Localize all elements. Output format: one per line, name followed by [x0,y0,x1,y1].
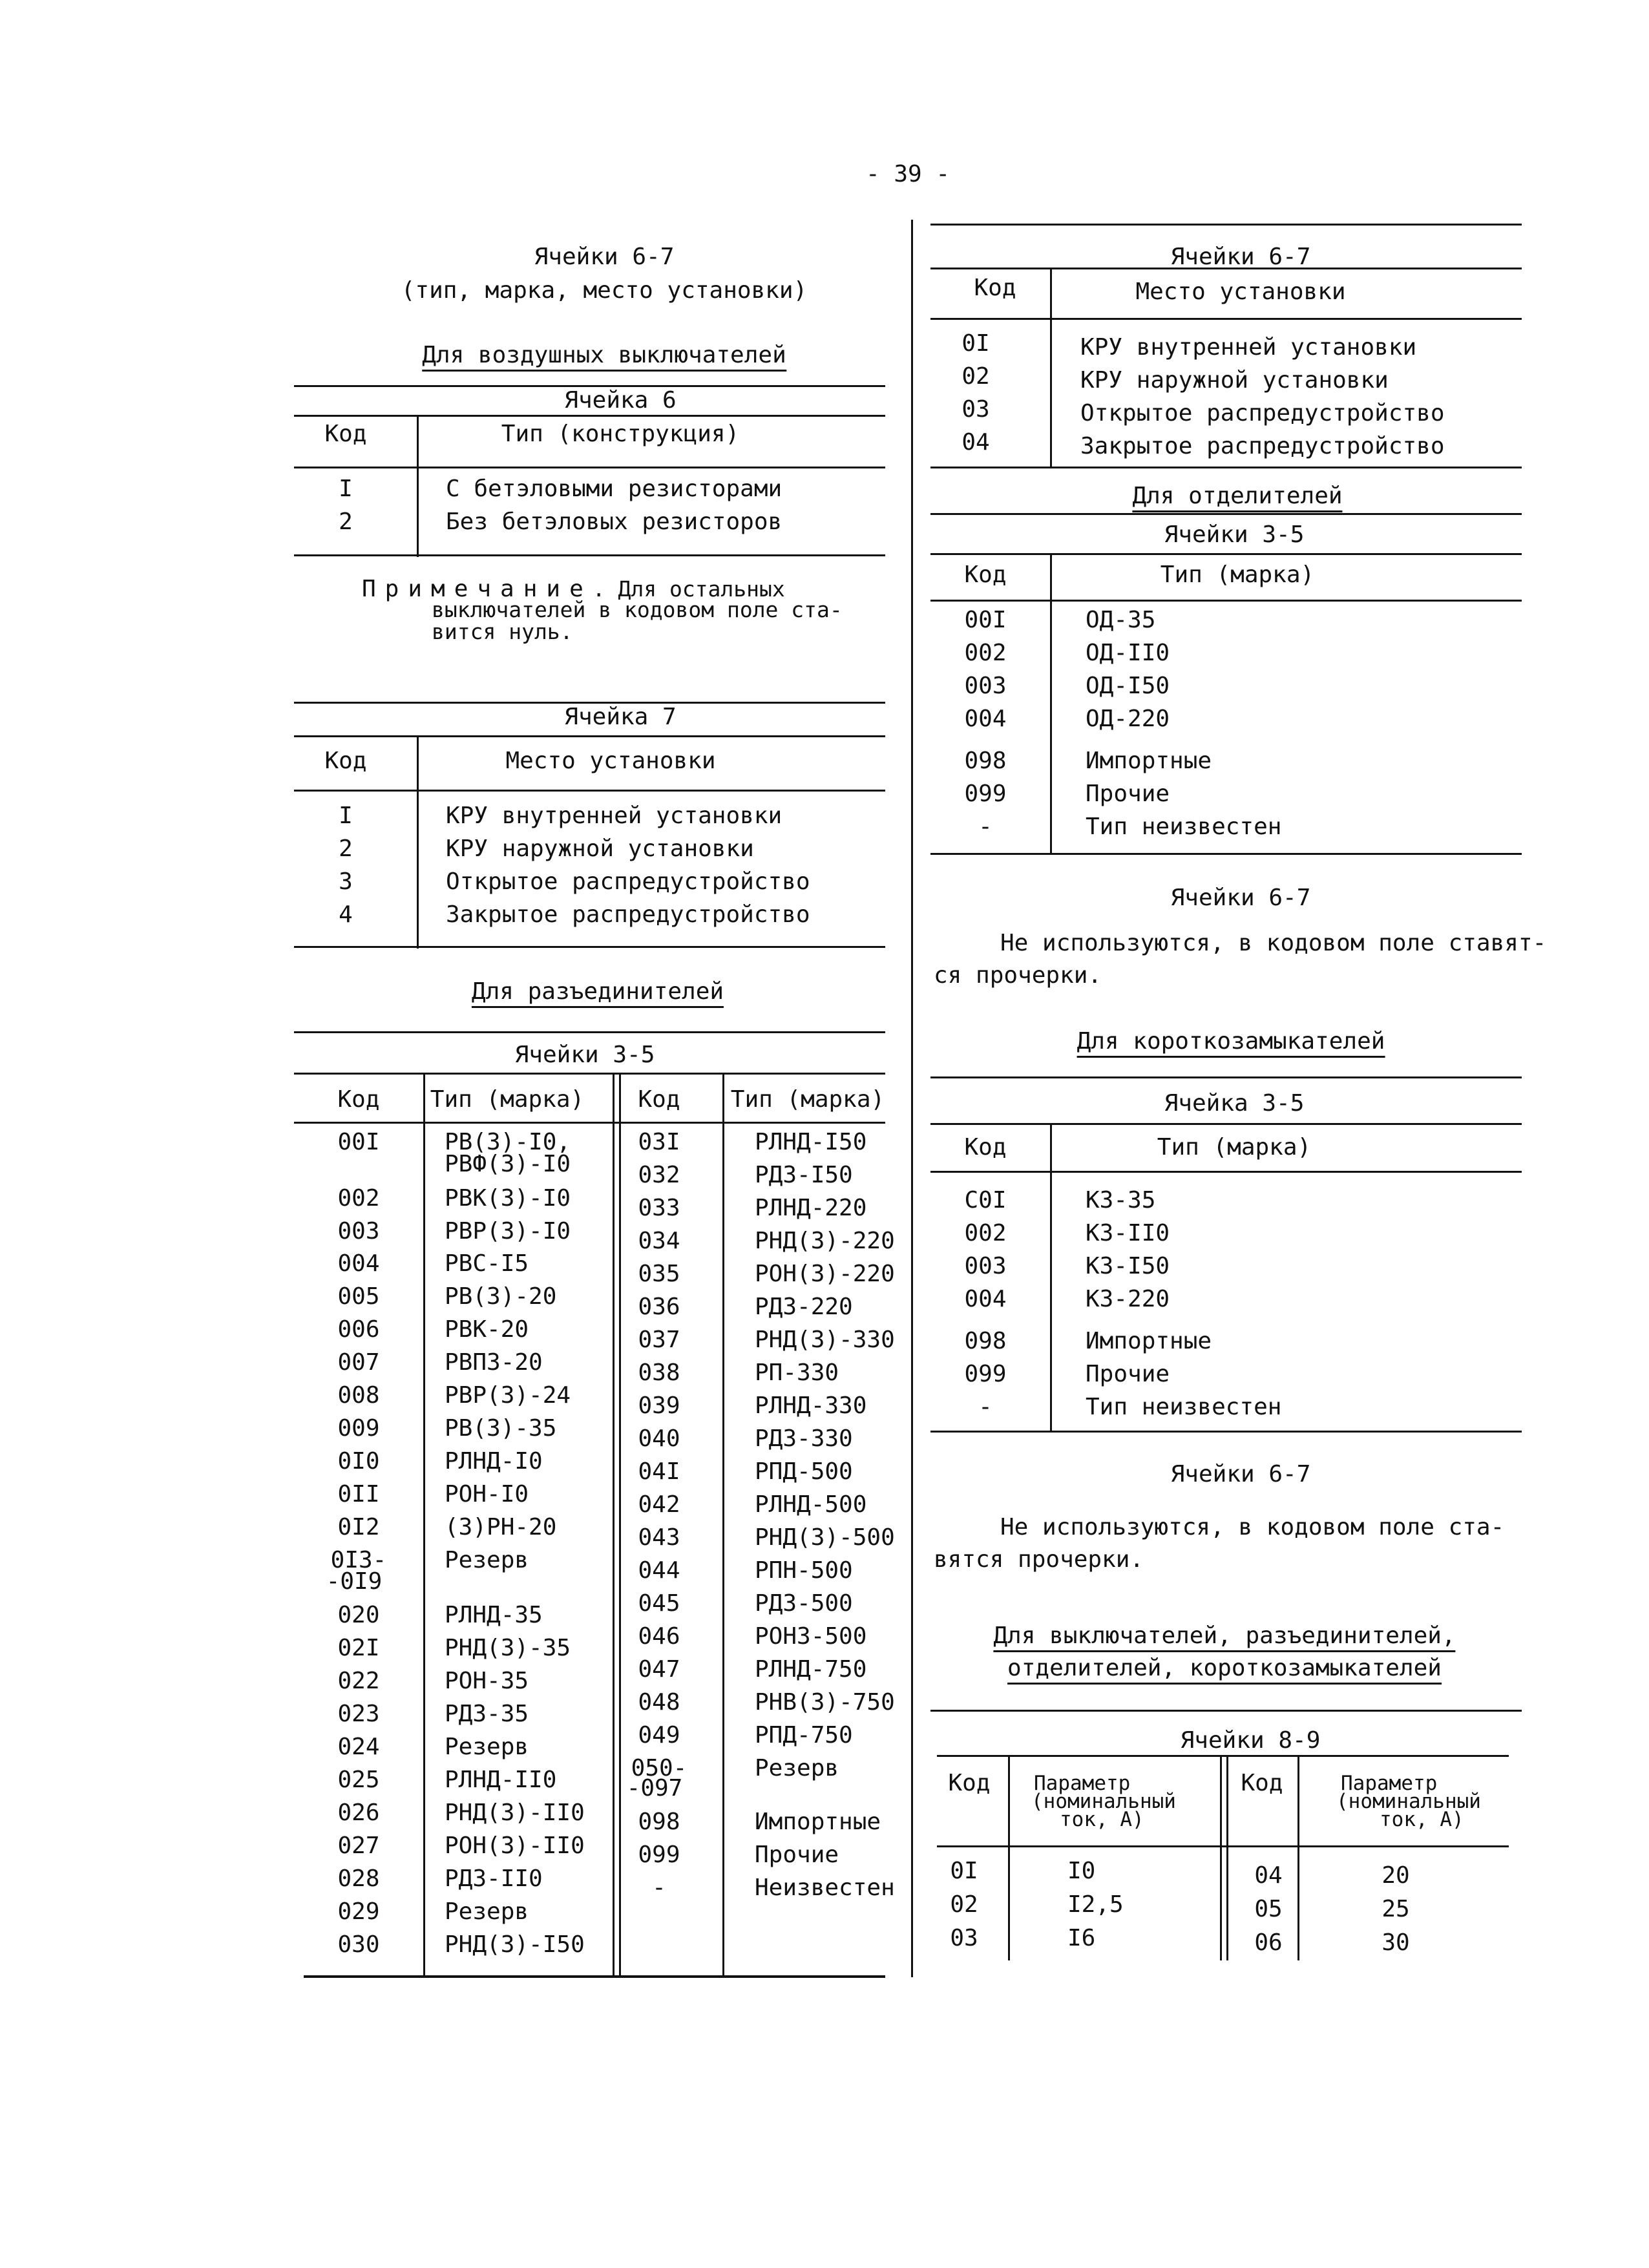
shorters-cell-title: Ячейка 3-5 [1164,1090,1305,1117]
cells67-title: Ячейки 6-7 [534,244,675,270]
col-type: Тип (марка) [1160,562,1315,588]
separators-cell-title: Ячейки 3-5 [1164,521,1305,548]
page-number: - 39 - [866,161,951,187]
col-code: Код [974,275,1016,301]
col-type: Тип (конструкция) [501,421,740,447]
col-code: Код [324,748,367,774]
col-code: Код [948,1770,991,1796]
col-place: Место установки [505,748,716,774]
col-code: Код [324,421,367,447]
all-devices-title-2: отделителей, короткозамыкателей [1007,1655,1442,1681]
cell6-title: Ячейка 6 [564,387,677,414]
col-place: Место установки [1135,278,1346,305]
col-code-2: Код [1241,1770,1283,1796]
note-word: Примечание [362,576,593,602]
separators-cells67-text: Не используются, в кодовом поле ставят- [1000,930,1547,956]
col-type: Тип (марка) [430,1086,585,1113]
air-breakers-title: Для воздушных выключателей [422,342,786,368]
col-code: Код [337,1086,380,1113]
col-type: Тип (марка) [1157,1134,1312,1160]
shorters-cells67-text-2: вятся прочерки. [934,1546,1144,1573]
cells67-cell-title: Ячейки 6-7 [1170,244,1311,270]
disconnectors-title: Для разъединителей [472,979,724,1005]
all-devices-title: Для выключателей, разъединителей, [993,1623,1455,1649]
cell7-title: Ячейка 7 [564,704,677,730]
col-code: Код [964,562,1007,588]
cells67-subtitle: (тип, марка, место установки) [401,277,808,304]
shorters-cells67-title: Ячейки 6-7 [1170,1461,1311,1487]
col-type-2: Тип (марка) [730,1086,885,1113]
separators-cells67-title: Ячейки 6-7 [1170,885,1311,911]
disconnectors-cell-title: Ячейки 3-5 [514,1042,655,1068]
separators-cells67-text-2: ся прочерки. [934,962,1102,989]
cells89-cell-title: Ячейки 8-9 [1180,1727,1321,1754]
column-divider [911,220,913,1977]
separators-title: Для отделителей [1132,483,1342,509]
col-code-2: Код [638,1086,680,1113]
col-code: Код [964,1134,1007,1160]
shorters-cells67-text: Не используются, в кодовом поле ста- [1000,1514,1505,1540]
shorters-title: Для короткозамыкателей [1077,1029,1385,1055]
